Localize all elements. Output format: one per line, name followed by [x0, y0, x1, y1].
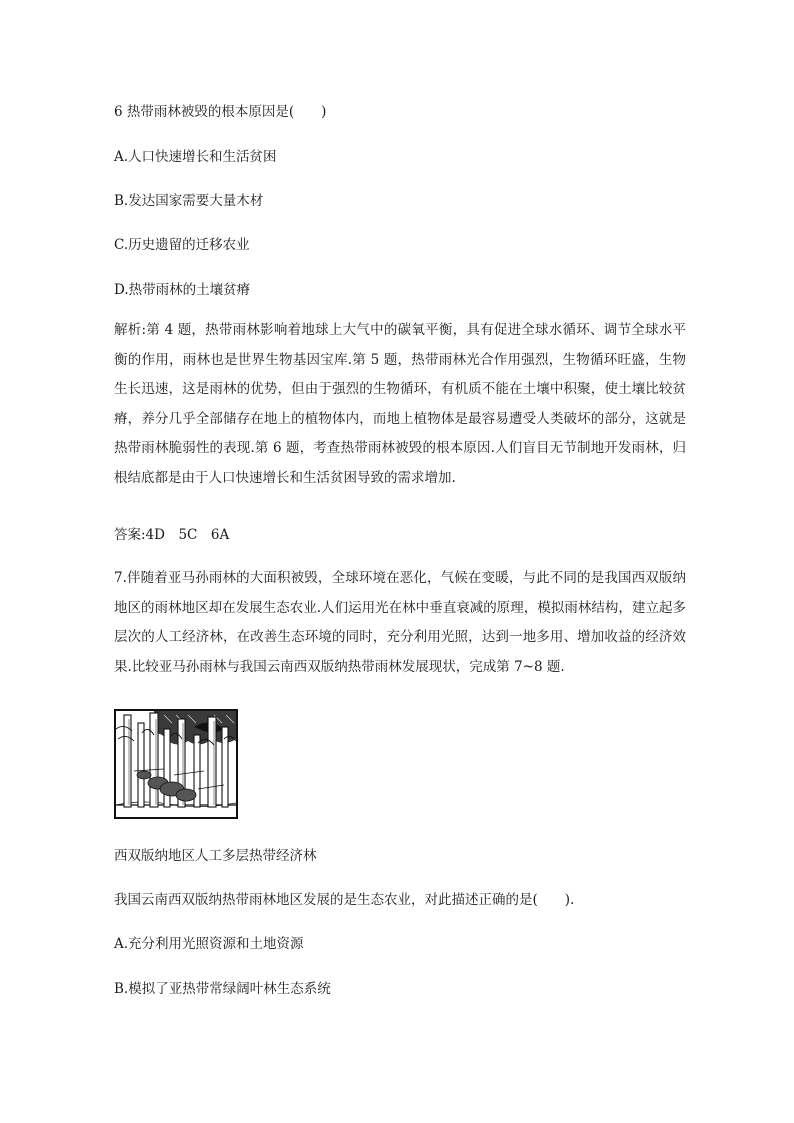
question-7-option-b: B.模拟了亚热带常绿阔叶林生态系统	[114, 981, 331, 997]
question-7-option-a: A.充分利用光照资源和土地资源	[114, 936, 304, 952]
question-6-option-d: D.热带雨林的土壤贫瘠	[114, 282, 251, 298]
answer-line: 答案:4D 5C 6A	[114, 527, 230, 543]
question-6-stem: 6 热带雨林被毁的根本原因是( )	[114, 104, 327, 120]
question-7-stem: 我国云南西双版纳热带雨林地区发展的是生态农业，对此描述正确的是( ).	[114, 892, 575, 908]
question-6-option-b: B.发达国家需要大量木材	[114, 193, 264, 209]
question-6-option-a: A.人口快速增长和生活贫困	[114, 149, 277, 165]
rainforest-drawing	[114, 709, 238, 819]
figure-caption: 西双版纳地区人工多层热带经济林	[114, 848, 317, 864]
rainforest-illustration	[114, 709, 238, 819]
analysis-paragraph: 解析:第 4 题，热带雨林影响着地球上大气中的碳氧平衡，具有促进全球水循环、调节全球水平衡的作用，雨林也是世界生物基因宝库.第 5 题，热带雨林光合作用强烈，生物循环旺盛，生物生长迅速，这是雨林的优势，但由于强烈的生物循环，有机质不能在土壤中积聚，使土壤比较贫瘠，养分几乎全部储存在地上的植物体内，而地上植物体是最容易遭受人类破坏的部分，这就是热带雨林脆弱性的表现.第 6 题，考查热带雨林被毁的根本原因.人们盲目无节制地开发雨林，归根结底都是由于人口快速增长和生活贫困导致的需求增加.	[114, 322, 686, 486]
question-6-option-c: C.历史遗留的迁移农业	[114, 237, 250, 253]
question-7-intro: 7.伴随着亚马孙雨林的大面积被毁，全球环境在恶化，气候在变暖，与此不同的是我国西双版纳地区的雨林地区却在发展生态农业.人们运用光在林中垂直衰减的原理，模拟雨林结构，建立起多层次的人工经济林，在改善生态环境的同时，充分利用光照，达到一地多用、增加收益的经济效果.比较亚马孙雨林与我国云南西双版纳热带雨林发展现状，完成第 7~8 题.	[114, 570, 686, 675]
